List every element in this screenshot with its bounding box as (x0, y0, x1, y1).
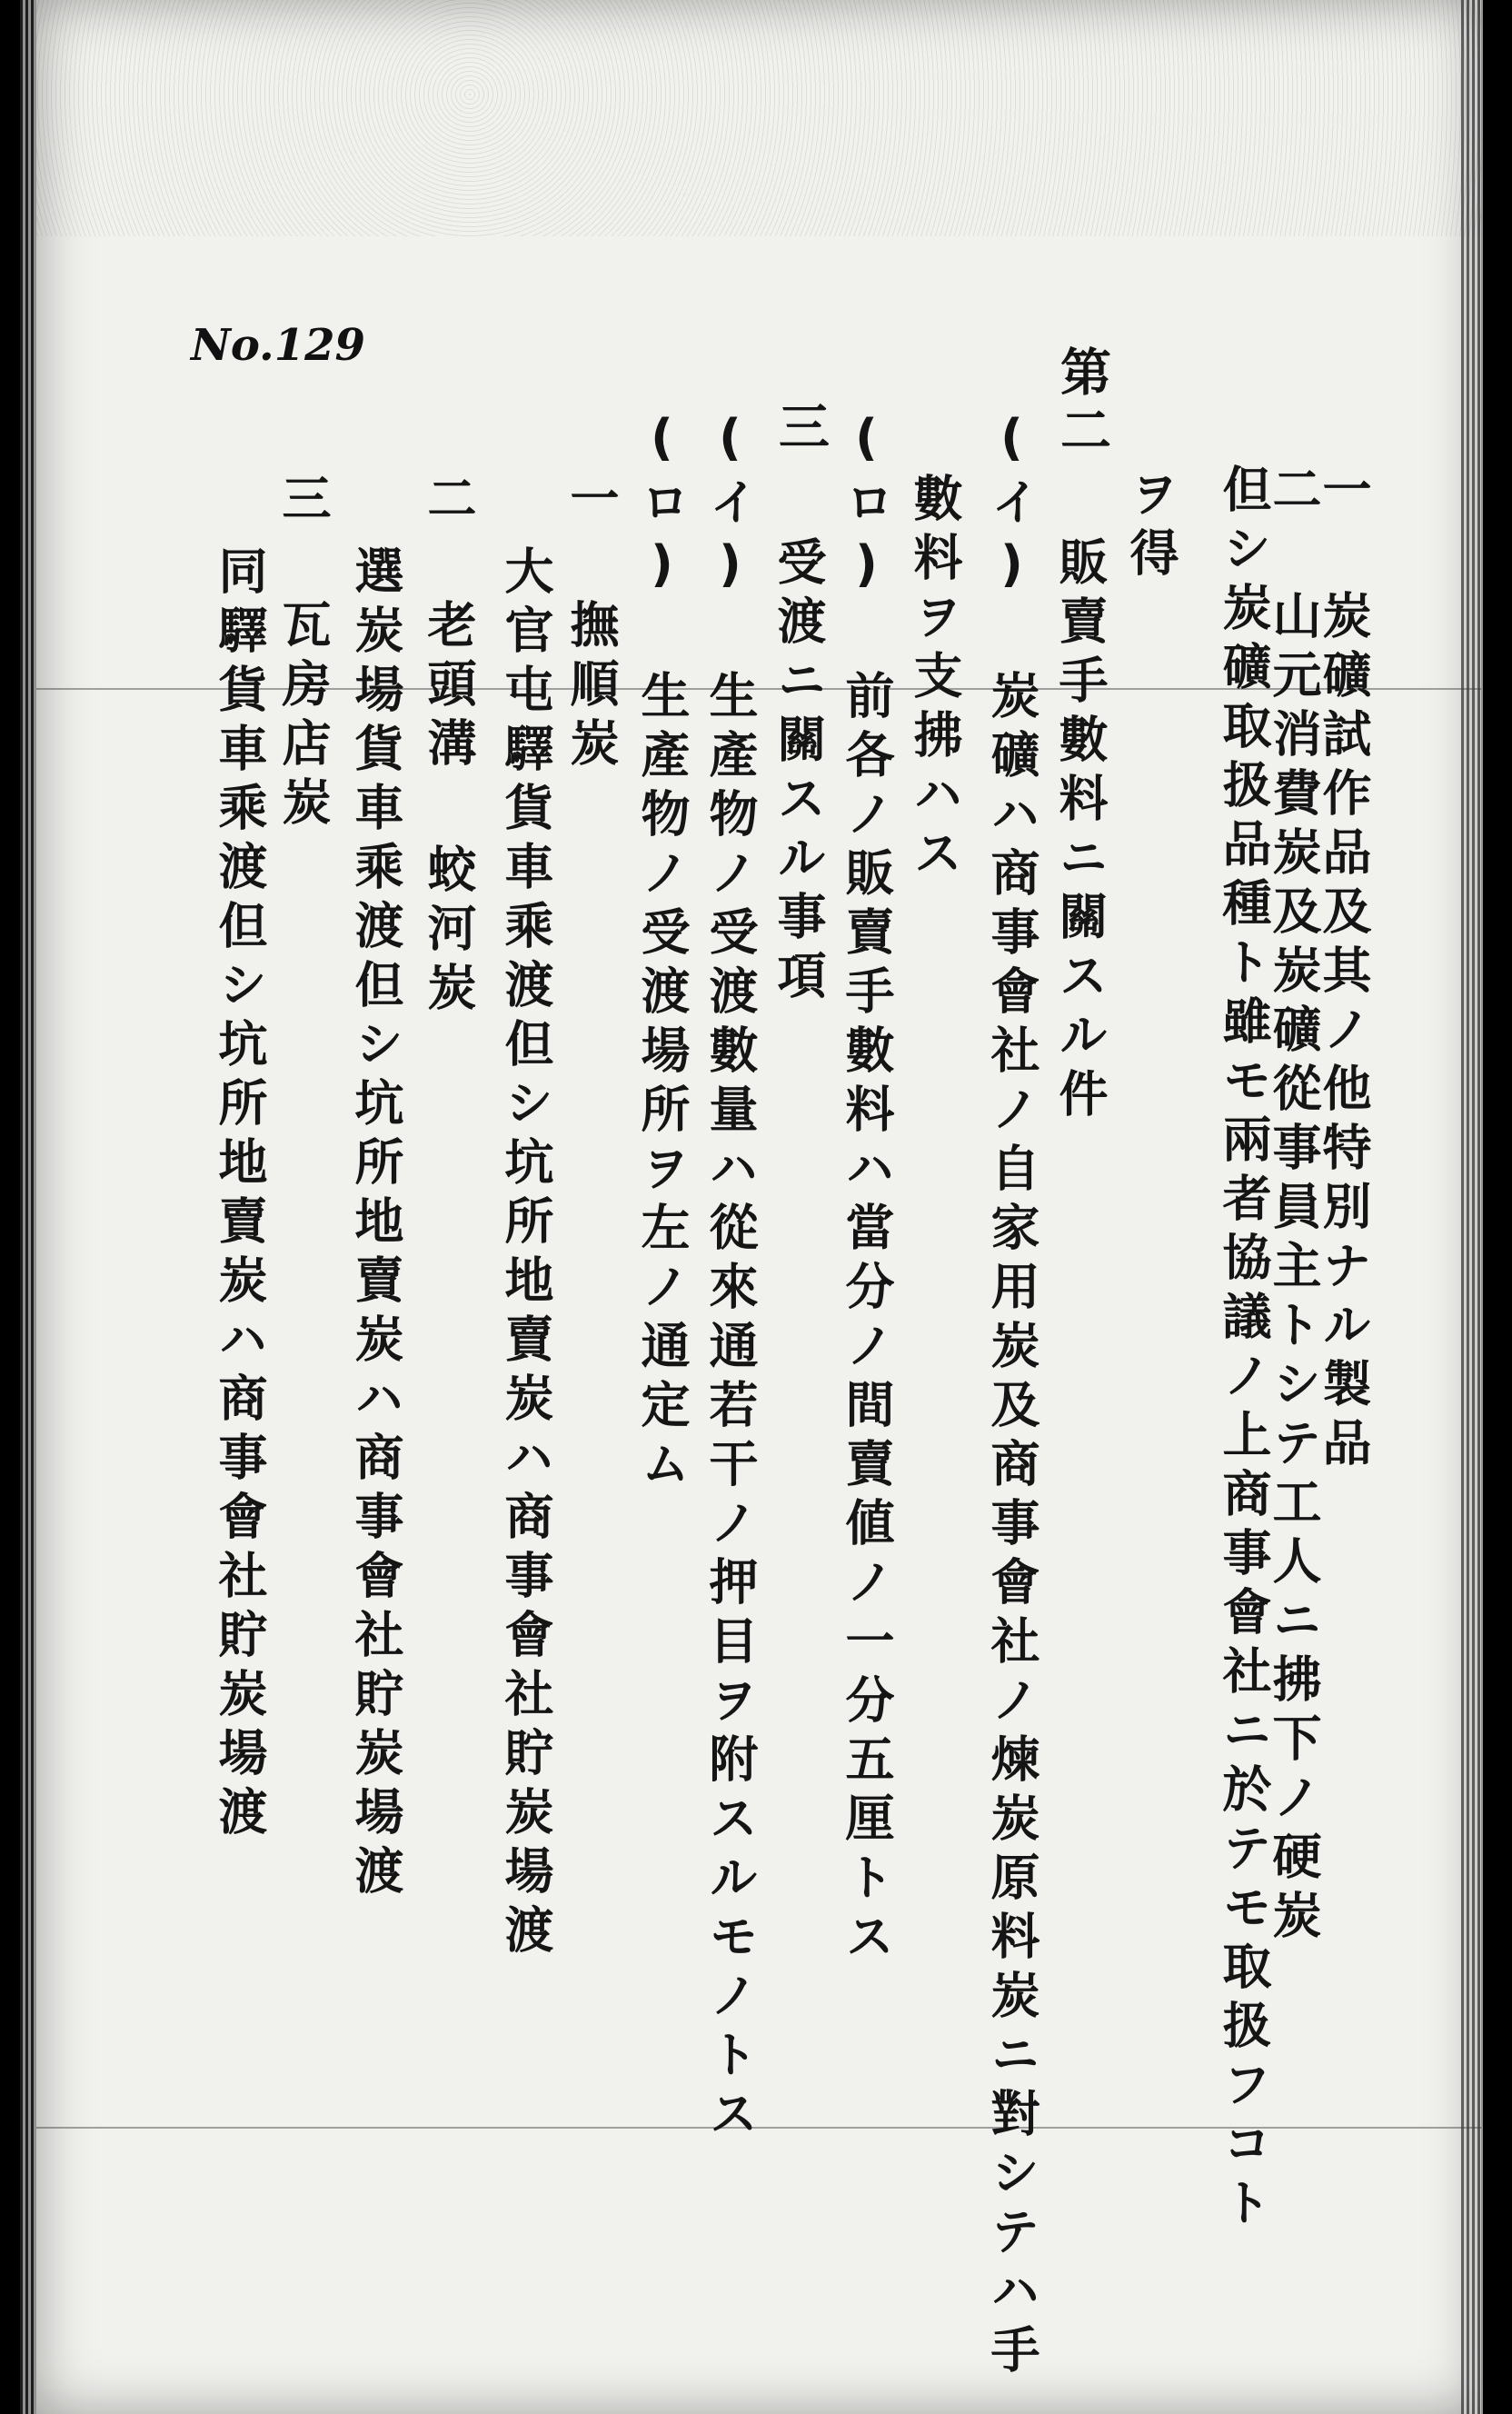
text-column-4: ヲ得 (1122, 468, 1179, 586)
page-edge-right (1461, 0, 1483, 2414)
page-number: No.129 (191, 320, 365, 371)
text-column-2: 二 山元消費炭及炭礦從事員主トシテ工人ニ拂下ノ硬炭 (1265, 464, 1322, 1949)
text-column-11: 受渡ニ關スル事項 (770, 536, 827, 1009)
text-column-3: 但シ炭礦取扱品種ト雖モ兩者協議ノ上商事會社ニ於テモ取扱フコト (1215, 464, 1272, 2236)
text-column-8: 數料ヲ支拂ハス (906, 473, 963, 886)
section-heading-2: 第二 (1052, 345, 1111, 462)
text-column-6: 販賣手數料ニ關スル件 (1051, 536, 1109, 1127)
text-column-1: 一 炭礦試作品及其ノ他特別ナル製品 (1315, 464, 1372, 1476)
text-column-15: 大官屯驛貨車乘渡但シ坑所地賣炭ハ商事會社貯炭場渡 (497, 545, 554, 1963)
text-column-7: (イ) 炭礦ハ商事會社ノ自家用炭及商事會社ノ煉炭原料炭ニ對シテハ手 (983, 409, 1040, 2383)
text-column-9: (ロ) 前各ノ販賣手數料ハ當分ノ間賣値ノ一分五厘トス (838, 409, 895, 1970)
text-column-19: 同驛貨車乘渡但シ坑所地賣炭ハ商事會社貯炭場渡 (211, 545, 268, 1845)
text-column-18: 三 瓦房店炭 (274, 473, 332, 835)
section-heading-3: 三 (771, 400, 830, 458)
text-column-12: (イ) 生產物ノ受渡數量ハ從來通若干ノ押目ヲ附スルモノトス (701, 409, 759, 2147)
text-column-16: 二 老頭溝 蛟河炭 (420, 473, 477, 1021)
text-column-14: 一 撫順炭 (562, 473, 620, 776)
text-column-13: (ロ) 生產物ノ受渡場所ヲ左ノ通定ム (633, 409, 691, 1497)
paper-texture (36, 0, 1481, 236)
text-column-17: 選炭場貨車乘渡但シ坑所地賣炭ハ商事會社貯炭場渡 (347, 545, 404, 1904)
